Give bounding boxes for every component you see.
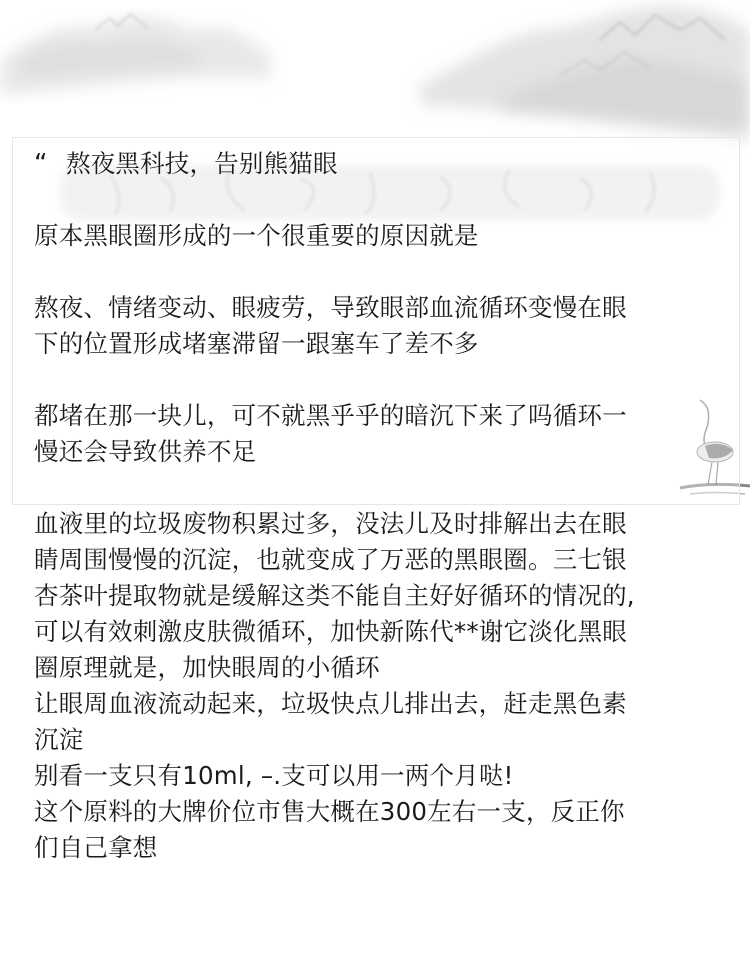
paragraph-line: 可以有效刺激皮肤微循环，加快新陈代**谢它淡化黑眼 (34, 617, 627, 646)
article-heading (34, 146, 724, 182)
mountain-right-detail-art (560, 15, 725, 75)
paragraph-line: 原本黑眼圈形成的一个很重要的原因就是 (34, 221, 479, 250)
paragraph-line: 慢还会导致供养不足 (34, 437, 257, 466)
mountain-left-art (0, 16, 270, 95)
paragraph-line: 圈原理就是，加快眼周的小循环 (34, 653, 380, 682)
paragraph-line: 都堵在那一块儿，可不就黑乎乎的暗沉下来了吗循环一 (34, 401, 627, 430)
article-body (34, 146, 724, 866)
paragraph-line: 熬夜、情绪变动、眼疲劳，导致眼部血流循环变慢在眼 (34, 293, 627, 322)
paragraph-line: 下的位置形成堵塞滞留一跟塞车了差不多 (34, 329, 479, 358)
heading-text: 熬夜黑科技，告别熊猫眼 (66, 149, 338, 178)
paragraph-line: 这个原料的大牌价位市售大概在300左右一支，反正你 (34, 797, 625, 826)
paragraph-line: 让眼周血液流动起来，垃圾快点儿排出去，赶走黑色素 (34, 689, 627, 718)
paragraph-line: 杏茶叶提取物就是缓解这类不能自主好好循环的情况的, (34, 581, 635, 610)
mountain-left-detail-art (95, 14, 148, 30)
paragraph-line: 血液里的垃圾废物积累过多，没法儿及时排解出去在眼 (34, 509, 627, 538)
paragraph-line: 睛周围慢慢的沉淀，也就变成了万恶的黑眼圈。三七银 (34, 545, 627, 574)
paragraph-line: 们自己拿想 (34, 833, 158, 862)
quote-mark: “ (34, 149, 48, 179)
paragraph-line: 沉淀 (34, 725, 84, 754)
mountain-right-art (420, 6, 750, 140)
paragraph-line: 别看一支只有10ml, –.支可以用一两个月哒! (34, 761, 514, 790)
